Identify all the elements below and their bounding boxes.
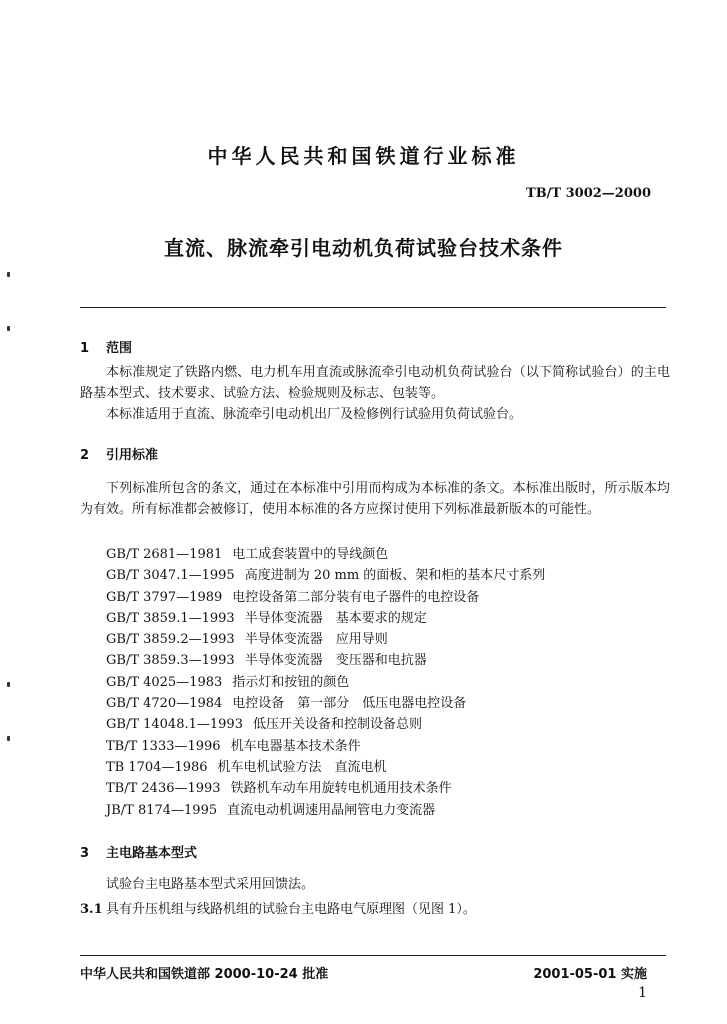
reference-item xyxy=(106,608,545,629)
reference-item xyxy=(106,650,545,671)
reference-item xyxy=(106,714,545,735)
reference-code: TB/T 2436—1993 xyxy=(106,781,221,797)
section-1-title: 范围 xyxy=(106,341,133,356)
reference-title: 电控设备 第一部分 低压电器电控设备 xyxy=(232,696,467,712)
reference-item xyxy=(106,587,545,608)
section-1-paragraph-1: 本标准规定了铁路内燃、电力机车用直流或脉流牵引电动机负荷试验台（以下简称试验台）的主电路基本型式、技术要求、试验方法、检验规则及标志、包装等。 xyxy=(80,365,670,401)
reference-code: GB/T 3859.2—1993 xyxy=(106,632,235,648)
reference-title: 铁路机车动车用旋转电机通用技术条件 xyxy=(230,781,452,797)
section-3-heading xyxy=(80,842,197,861)
section-2-intro: 下列标准所包含的条文，通过在本标准中引用而构成为本标准的条文。本标准出版时，所示版本均为有效。所有标准都会被修订，使用本标准的各方应探讨使用下列标准最新版本的可能性。 xyxy=(80,481,670,517)
reference-item xyxy=(106,629,545,650)
reference-item xyxy=(106,672,545,693)
reference-list xyxy=(106,544,545,821)
reference-code: TB/T 1333—1996 xyxy=(106,738,221,754)
reference-code: GB/T 3047.1—1995 xyxy=(106,568,235,584)
reference-item xyxy=(106,544,545,565)
reference-code: GB/T 3859.3—1993 xyxy=(106,653,235,669)
section-3-paragraph: 试验台主电路基本型式采用回馈法。 xyxy=(106,877,315,892)
reference-title: 高度进制为 20 mm 的面板、架和柜的基本尺寸系列 xyxy=(244,568,546,584)
issued-approval: 中华人民共和国铁道部 2000-10-24 批准 xyxy=(80,967,329,982)
section-1-number: 1 xyxy=(80,341,90,356)
reference-item xyxy=(106,778,545,799)
reference-item xyxy=(106,565,545,586)
reference-title: 半导体变流器 应用导则 xyxy=(244,632,388,648)
section-1-heading xyxy=(80,337,132,356)
reference-title: 半导体变流器 基本要求的规定 xyxy=(244,610,427,626)
reference-code: GB/T 4025—1983 xyxy=(106,674,223,690)
page-number: 1 xyxy=(638,985,647,1001)
reference-code: GB/T 3859.1—1993 xyxy=(106,610,235,626)
reference-title: 半导体变流器 变压器和电抗器 xyxy=(244,653,427,669)
scan-mark xyxy=(7,682,10,687)
footer-divider xyxy=(80,955,666,956)
reference-code: GB/T 14048.1—1993 xyxy=(106,717,243,733)
implementation-date: 2001-05-01 实施 xyxy=(533,967,647,982)
reference-item xyxy=(106,736,545,757)
standard-code: TB/T 3002—2000 xyxy=(526,186,651,201)
subclause-number: 3.1 xyxy=(80,902,103,917)
reference-code: GB/T 3797—1989 xyxy=(106,589,223,605)
reference-code: JB/T 8174—1995 xyxy=(106,802,218,818)
scan-mark xyxy=(7,326,10,331)
reference-title: 电工成套装置中的导线颜色 xyxy=(232,547,389,562)
reference-code: GB/T 4720—1984 xyxy=(106,696,223,712)
reference-item xyxy=(106,800,545,821)
reference-title: 指示灯和按钮的颜色 xyxy=(232,674,350,690)
reference-item xyxy=(106,693,545,714)
document-title: 直流、脉流牵引电动机负荷试验台技术条件 xyxy=(164,236,563,260)
subclause-text: 具有升压机组与线路机组的试验台主电路电气原理图（见图 1）。 xyxy=(106,902,476,917)
standard-category-title: 中华人民共和国铁道行业标准 xyxy=(207,144,520,168)
reference-title: 机车电器基本技术条件 xyxy=(230,738,361,754)
section-3-title: 主电路基本型式 xyxy=(106,846,198,861)
reference-title: 低压开关设备和控制设备总则 xyxy=(252,717,422,733)
header-divider xyxy=(80,307,666,308)
reference-title: 机车电机试验方法 直流电机 xyxy=(217,759,387,775)
section-3-number: 3 xyxy=(80,846,90,861)
subclause-3-1 xyxy=(80,898,476,917)
scan-mark xyxy=(7,736,10,741)
section-1-paragraph-2: 本标准适用于直流、脉流牵引电动机出厂及检修例行试验用负荷试验台。 xyxy=(106,407,523,422)
reference-code: TB 1704—1986 xyxy=(106,759,208,775)
section-2-number: 2 xyxy=(80,448,90,463)
reference-title: 电控设备第二部分装有电子器件的电控设备 xyxy=(232,589,480,605)
section-2-heading xyxy=(80,444,158,463)
scan-mark xyxy=(7,272,10,277)
section-2-title: 引用标准 xyxy=(106,448,159,463)
reference-item xyxy=(106,757,545,778)
reference-code: GB/T 2681—1981 xyxy=(106,547,223,562)
reference-title: 直流电动机调速用晶闸管电力变流器 xyxy=(227,802,436,818)
